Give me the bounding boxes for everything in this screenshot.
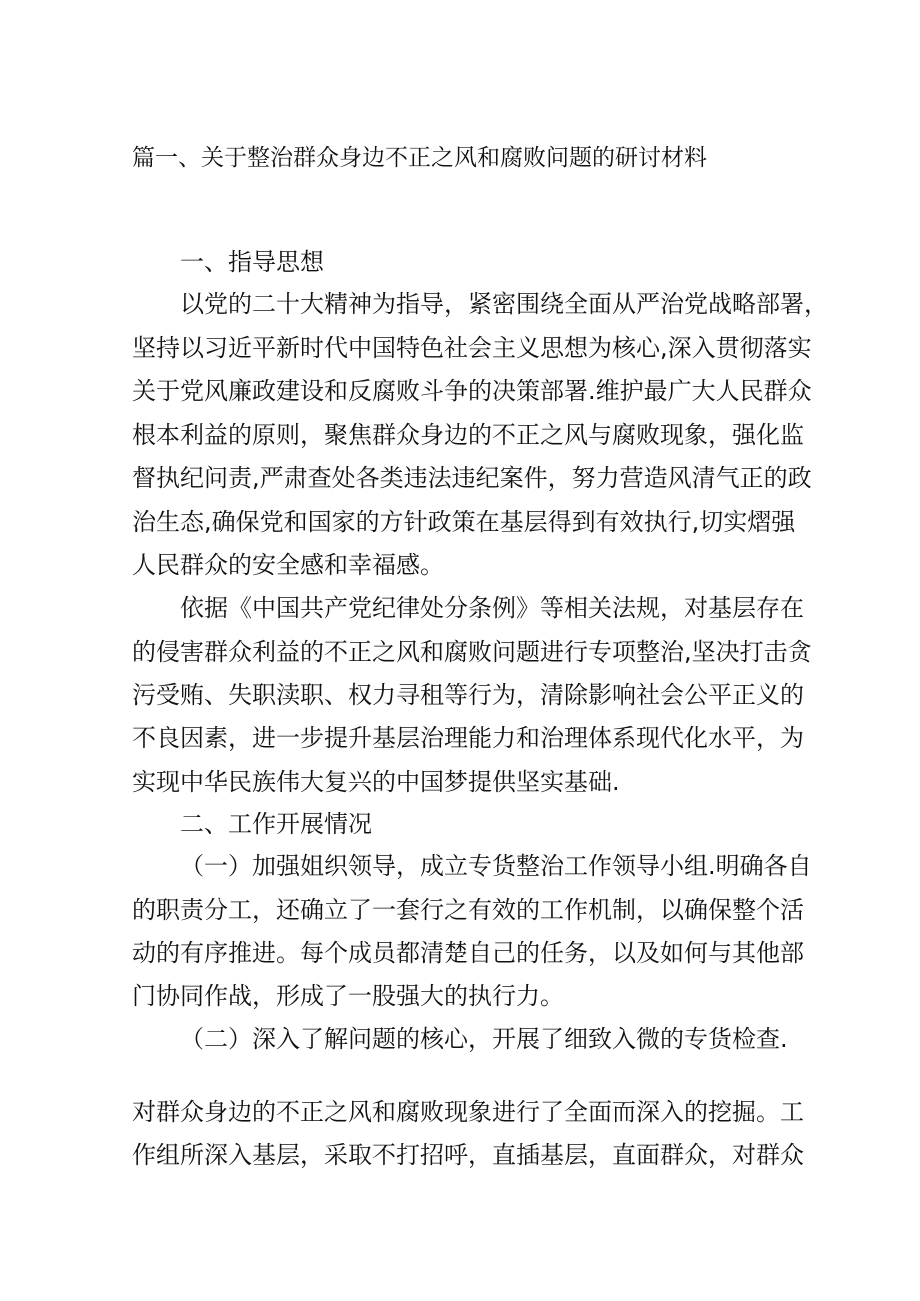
paragraph-line: 治生态,确保党和国家的方针政策在基层得到有效执行,切实熠强	[132, 508, 796, 536]
paragraph-line: 实现中华民族伟大复兴的中国梦提供坚实基础.	[132, 768, 620, 796]
paragraph-line: 以党的二十大精神为指导，紧密围绕全面从严治党战略部署，	[180, 290, 828, 318]
paragraph-line: 坚持以习近平新时代中国特色社会主义思想为核心,深入贯彻落实	[132, 334, 812, 362]
paragraph-line: 作组所深入基层，采取不打招呼，直插基层，直面群众，对群众	[132, 1141, 804, 1169]
paragraph-line: 的职责分工，还确立了一套行之有效的工作机制，以确保整个活	[132, 896, 804, 924]
paragraph-line: 门协同作战，形成了一股强大的执行力。	[132, 982, 564, 1010]
paragraph-line: 督执纪问责,严肃查处各类违法违纪案件，努力营造风清气正的政	[132, 464, 812, 492]
paragraph-line: 根本利益的原则，聚焦群众身边的不正之风与腐败现象，强化监	[132, 421, 804, 449]
paragraph-line: 不良因素，进一步提升基层治理能力和治理体系现代化水平，为	[132, 724, 804, 752]
paragraph-line: 关于党风廉政建设和反腐败斗争的决策部署.维护最广大人民群众	[132, 377, 812, 405]
section-heading-work-progress: 二、工作开展情况	[180, 810, 372, 838]
paragraph-line: 的侵害群众利益的不正之风和腐败问题进行专项整治,坚决打击贪	[132, 638, 812, 666]
paragraph-line: 动的有序推进。每个成员都清楚自己的任务，以及如何与其他部	[132, 939, 804, 967]
paragraph-line: 依据《中国共产党纪律处分条例》等相关法规，对基层存在	[180, 594, 804, 622]
paragraph-line: （二）深入了解问题的核心，开展了细致入微的专货检查.	[180, 1025, 788, 1053]
section-heading-guiding-ideology: 一、指导思想	[180, 248, 324, 276]
paragraph-line: （一）加强姐织领导，成立专货整治工作领导小组.明确各自	[180, 852, 812, 880]
paragraph-line: 污受贿、失职渎职、权力寻租等行为，清除影响社会公平正义的	[132, 681, 804, 709]
paragraph-line: 人民群众的安全感和幸福感。	[132, 551, 444, 579]
document-title: 篇一、关于整治群众身边不正之风和腐败问题的研讨材料	[132, 145, 707, 171]
paragraph-line: 对群众身边的不正之风和腐败现象进行了全面而深入的挖掘。工	[132, 1098, 804, 1126]
